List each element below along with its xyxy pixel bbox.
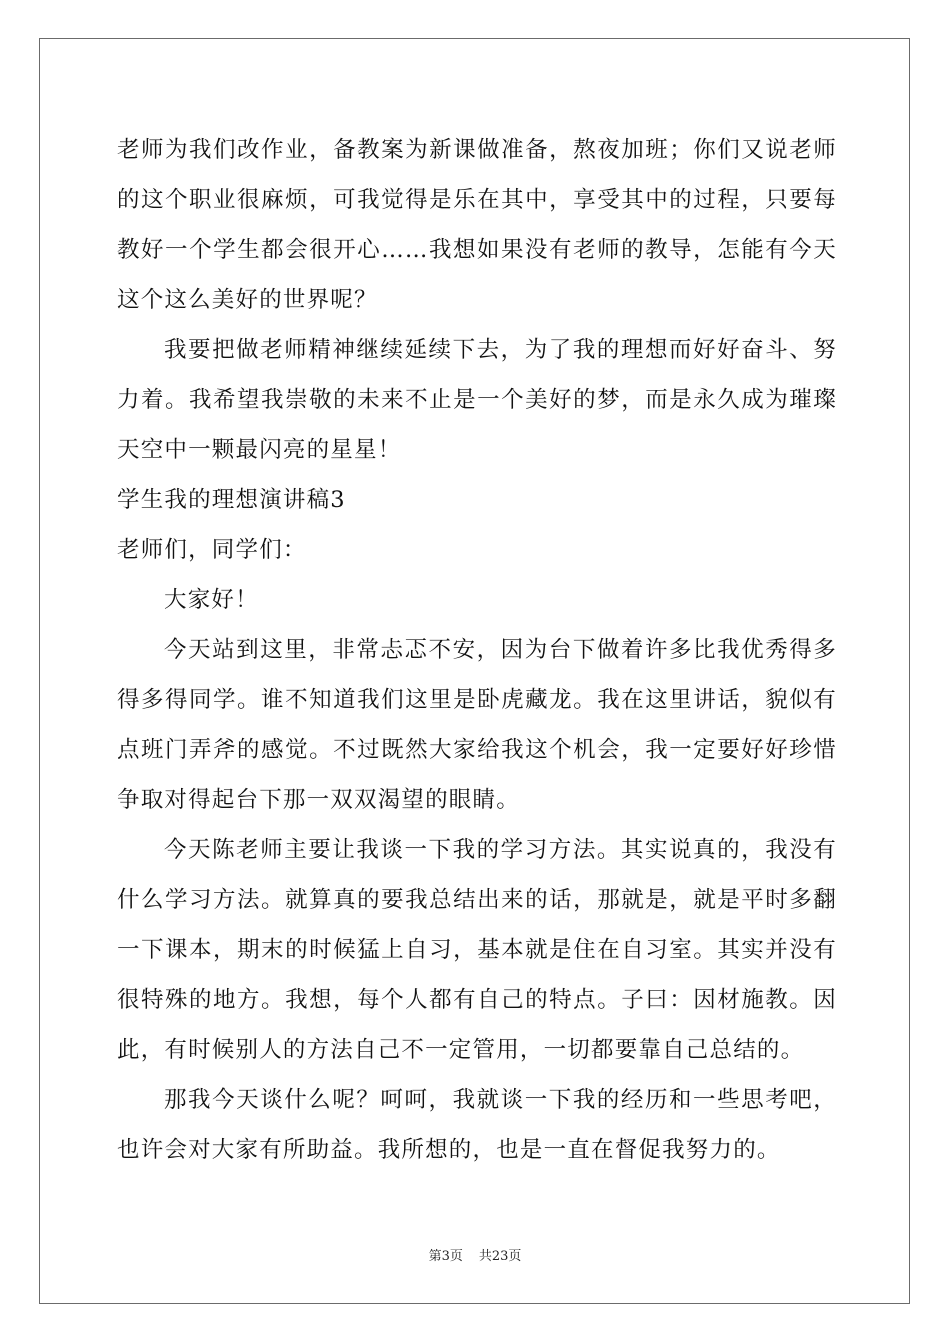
paragraph-intro: 今天站到这里，非常忐忑不安，因为台下做着许多比我优秀得多得多得同学。谁不知道我们这里是卧虎藏龙。我在这里讲话，貌似有点班门弄斧的感觉。不过既然大家给我这个机会，我一定要好好珍惜争取对得起台下那一双双渴望的眼睛。 xyxy=(117,637,837,813)
greeting: 大家好！ xyxy=(164,587,259,613)
paragraph-topic: 那我今天谈什么呢？呵呵，我就谈一下我的经历和一些思考吧，也许会对大家有所助益。我所想的，也是一直在督促我努力的。 xyxy=(117,1087,837,1163)
page-total: 共23页 xyxy=(478,1249,522,1264)
page-number: 第3页 xyxy=(428,1249,463,1264)
page-footer xyxy=(0,1248,950,1266)
salutation: 老师们，同学们： xyxy=(117,537,307,563)
paragraph-study-method: 今天陈老师主要让我谈一下我的学习方法。其实说真的，我没有什么学习方法。就算真的要我总结出来的话，那就是，就是平时多翻一下课本，期末的时候猛上自习，基本就是住在自习室。其实并没有很特殊的地方。我想，每个人都有自己的特点。子曰：因材施教。因此，有时候别人的方法自己不一定管用，一切都要靠自己总结的。 xyxy=(117,837,837,1063)
paragraph-continuation: 老师为我们改作业，备教案为新课做准备，熬夜加班；你们又说老师的这个职业很麻烦，可我觉得是乐在其中，享受其中的过程，只要每教好一个学生都会很开心……我想如果没有老师的教导，怎能有今天这个这么美好的世界呢？ xyxy=(117,137,837,313)
document-body xyxy=(117,125,837,1175)
paragraph-ideal: 我要把做老师精神继续延续下去，为了我的理想而好好奋斗、努力着。我希望我崇敬的未来不止是一个美好的梦，而是永久成为璀璨天空中一颗最闪亮的星星！ xyxy=(117,337,837,463)
section-title: 学生我的理想演讲稿3 xyxy=(117,487,346,513)
